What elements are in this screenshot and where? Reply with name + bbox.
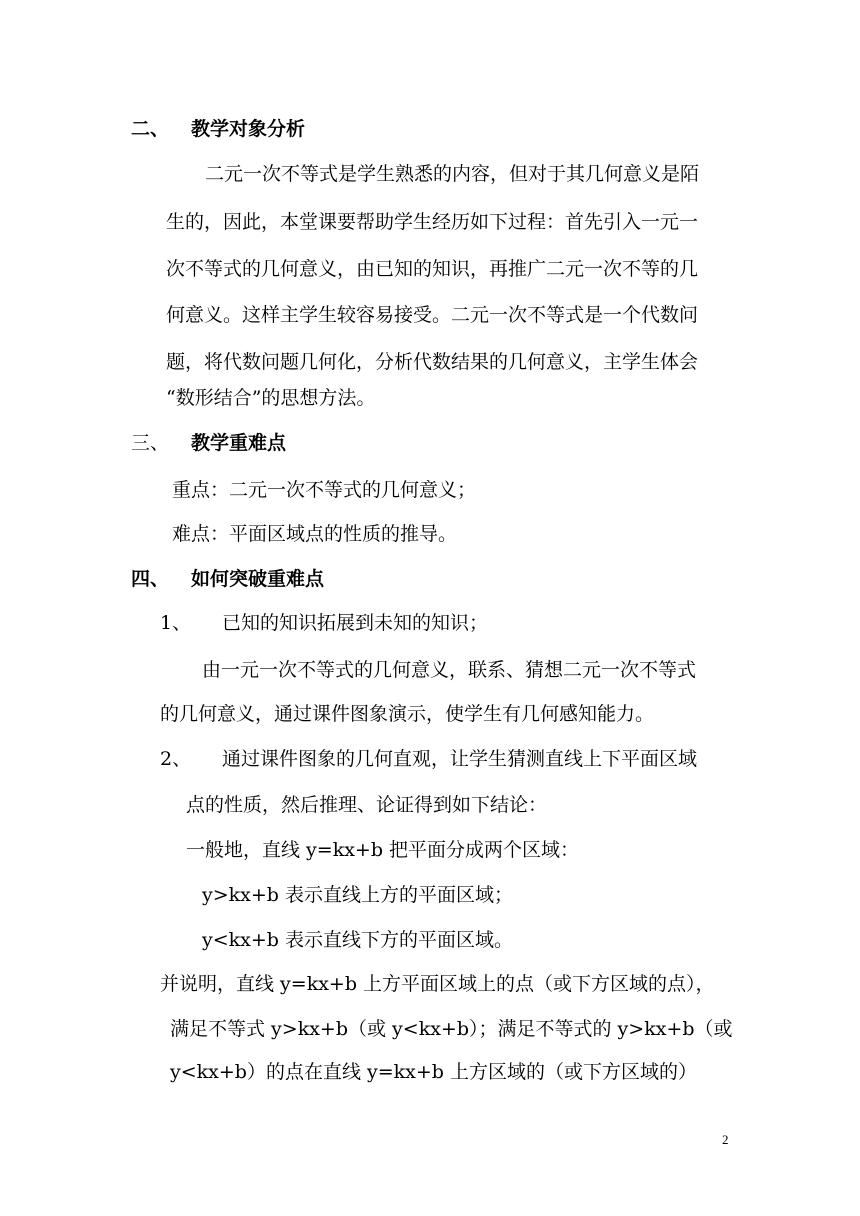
section-2-para-line: 二元一次不等式是学生熟悉的内容，但对于其几何意义是陌	[205, 163, 700, 185]
section-2-para-line: “数形结合”的思想方法。	[166, 387, 376, 409]
difficult-point: 难点：平面区域点的性质的推导。	[172, 523, 458, 545]
section-2-para-line: 题，将代数问题几何化，分析代数结果的几何意义，主学生体会	[166, 351, 699, 373]
section-3-title: 教学重难点	[191, 432, 287, 454]
item-2-text-cont: 点的性质，然后推理、论证得到如下结论：	[186, 794, 548, 816]
item-1-para-line: 的几何意义，通过课件图象演示，使学生有几何感知能力。	[160, 703, 655, 725]
section-2-para-line: 生的，因此，本堂课要帮助学生经历如下过程：首先引入一元一	[166, 211, 699, 233]
section-2-title: 教学对象分析	[191, 118, 306, 140]
lower-region-statement: y<kx+b 表示直线下方的平面区域。	[202, 929, 514, 951]
explain-line: y<kx+b）的点在直线 y=kx+b 上方区域的（或下方区域的）	[170, 1061, 698, 1083]
explain-line: 并说明，直线 y=kx+b 上方平面区域上的点（或下方区域的点），	[160, 973, 715, 995]
item-2-text: 通过课件图象的几何直观，让学生猜测直线上下平面区域	[222, 748, 698, 770]
key-point: 重点：二元一次不等式的几何意义；	[172, 479, 477, 501]
item-2-number: 2、	[160, 748, 192, 770]
section-4-title: 如何突破重难点	[191, 568, 325, 590]
section-2-para-line: 次不等式的几何意义，由已知的知识，再推广二元一次不等的几	[166, 258, 699, 280]
page-number: 2	[722, 1132, 729, 1147]
general-statement: 一般地，直线 y=kx+b 把平面分成两个区域：	[186, 839, 580, 861]
upper-region-statement: y>kx+b 表示直线上方的平面区域；	[202, 884, 514, 906]
section-3-number: 三、	[131, 432, 170, 454]
item-1-number: 1、	[160, 612, 192, 634]
item-1-text: 已知的知识拓展到未知的知识；	[222, 612, 489, 634]
explain-line: 满足不等式 y>kx+b（或 y<kx+b）；满足不等式的 y>kx+b（或	[170, 1018, 733, 1040]
section-4-number: 四、	[131, 568, 170, 590]
item-1-para-line: 由一元一次不等式的几何意义，联系、猜想二元一次不等式	[202, 659, 697, 681]
section-2-number: 二、	[131, 118, 170, 140]
section-2-para-line: 何意义。这样主学生较容易接受。二元一次不等式是一个代数问	[166, 304, 699, 326]
